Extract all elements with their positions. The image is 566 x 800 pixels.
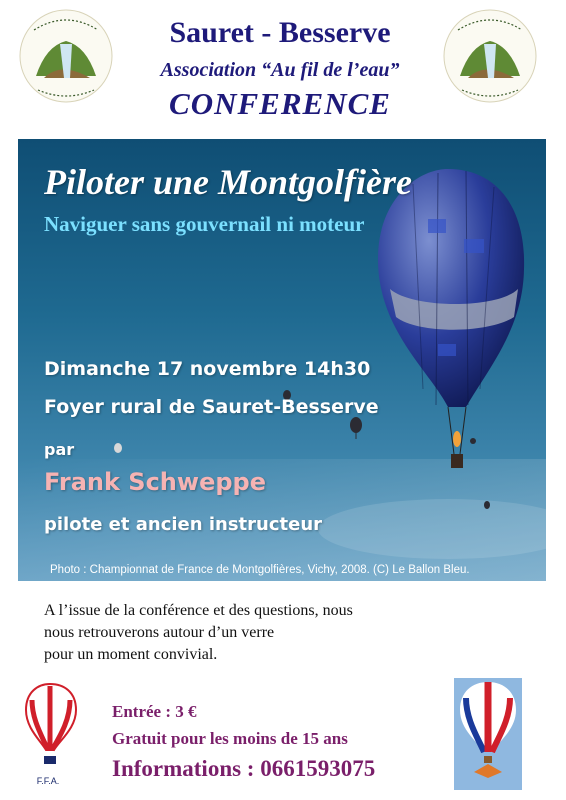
speaker-role: pilote et ancien instructeur [44, 514, 323, 535]
photo-credit: Photo : Championnat de France de Montgolfières, Vichy, 2008. (C) Le Ballon Bleu. [50, 564, 470, 576]
event-description [44, 600, 444, 666]
association-logo-right [440, 6, 540, 106]
event-date: Dimanche 17 novembre 14h30 [44, 358, 371, 380]
balloon-club-logo [452, 676, 524, 792]
poster-title: Piloter une Montgolfière [44, 162, 412, 202]
header-title: Sauret - Besserve [169, 16, 391, 49]
event-venue: Foyer rural de Sauret-Besserve [44, 396, 379, 418]
description-line-3: pour un moment convivial. [44, 646, 218, 663]
ffa-balloon-icon [22, 680, 84, 776]
header-association: Association “Au fil de l’eau” [160, 59, 400, 81]
poster-photo [18, 139, 546, 581]
by-label: par [44, 440, 75, 459]
entry-price: Entrée : 3 € [112, 702, 197, 721]
ffa-logo [22, 680, 84, 792]
description-line-2: nous retrouverons autour d’un verre [44, 624, 275, 641]
poster-subtitle: Naviguer sans gouvernail ni moteur [44, 212, 365, 236]
speaker-name: Frank Schweppe [44, 468, 266, 496]
header-event-type: CONFERENCE [169, 86, 391, 121]
ffa-label: F.F.A. [36, 776, 60, 786]
description-line-1: A l’issue de la conférence et des questions, nous [44, 602, 353, 619]
free-entry-note: Gratuit pour les moins de 15 ans [112, 729, 348, 748]
association-logo-left [16, 6, 116, 106]
contact-info: Informations : 0661593075 [112, 756, 376, 781]
